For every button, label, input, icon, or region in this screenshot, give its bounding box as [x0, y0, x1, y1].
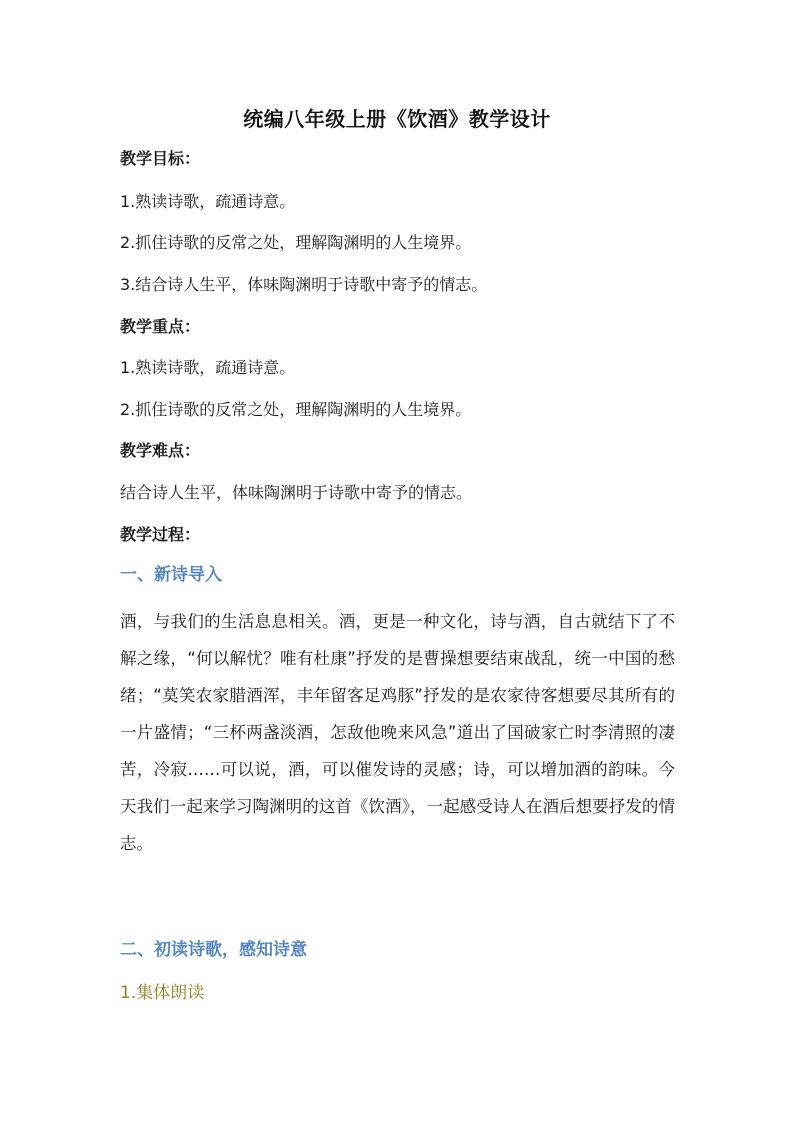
document-title: 统编八年级上册《饮酒》教学设计	[243, 107, 551, 131]
key-point-item-2: 2.抓住诗歌的反常之处，理解陶渊明的人生境界。	[120, 400, 472, 419]
difficulty-item-1: 结合诗人生平，体味陶渊明于诗歌中寄予的情志。	[120, 483, 473, 502]
section1-heading: 一、新诗导入	[120, 565, 222, 585]
objective-item-1: 1.熟读诗歌，疏通诗意。	[120, 192, 296, 211]
section2-subheading-1: 1.集体朗读	[120, 983, 205, 1003]
objective-item-2: 2.抓住诗歌的反常之处，理解陶渊明的人生境界。	[120, 233, 472, 252]
section1-paragraph: 酒，与我们的生活息息相关。酒，更是一种文化，诗与酒，自古就结下了不解之缘，“何以解忧？唯有杜康”抒发的是曹操想要结束战乱，统一中国的愁绪；“莫笑农家腊酒浑，丰年留客足鸡豚”抒发的是农家待客想要尽其所有的一片盛情；“三杯两盏淡酒，怎敌他晚来风急”道出了国破家亡时李清照的凄苦，冷寂……可以说，酒，可以催发诗的灵感；诗，可以增加酒的韵味。今天我们一起来学习陶渊明的这首《饮酒》，一起感受诗人在酒后想要抒发的情志。	[120, 612, 675, 853]
difficulties-heading: 教学难点：	[120, 441, 201, 460]
key-point-item-1: 1.熟读诗歌，疏通诗意。	[120, 358, 296, 377]
process-heading: 教学过程：	[120, 525, 201, 544]
objectives-heading: 教学目标：	[120, 149, 201, 168]
section2-heading: 二、初读诗歌，感知诗意	[120, 940, 307, 960]
objective-item-3: 3.结合诗人生平，体味陶渊明于诗歌中寄予的情志。	[120, 275, 488, 294]
key-points-heading: 教学重点：	[120, 317, 201, 336]
